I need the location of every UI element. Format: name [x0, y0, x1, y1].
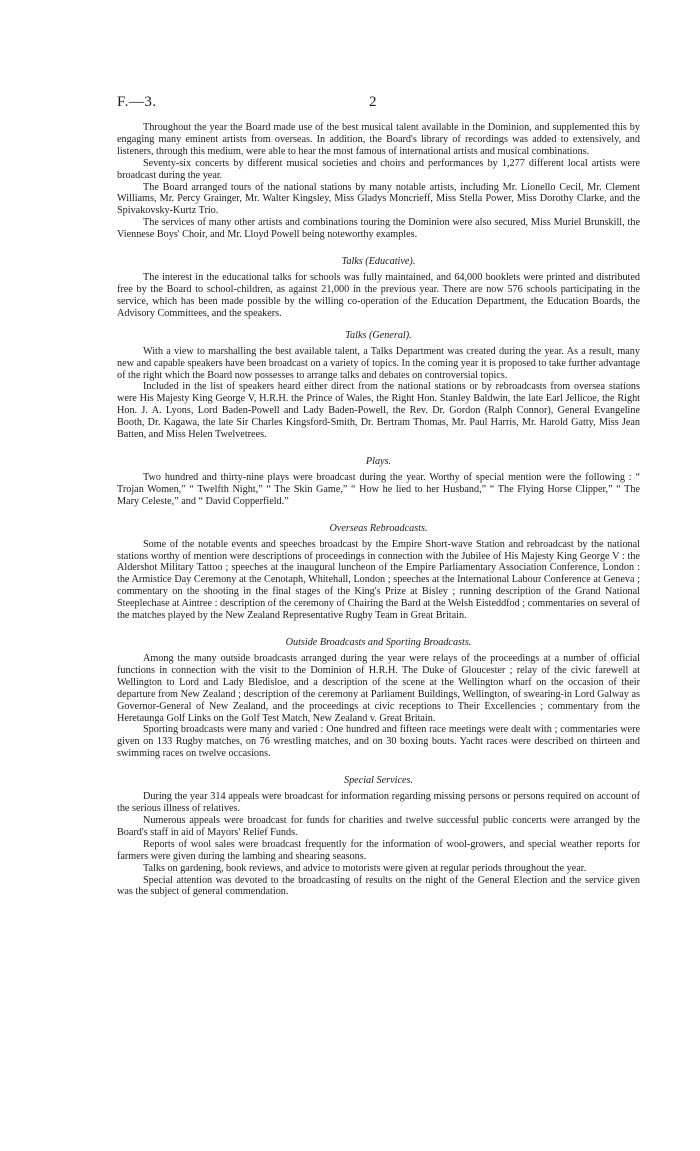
section-heading-outside-broadcasts: Outside Broadcasts and Sporting Broadcasts. [285, 637, 472, 648]
section-heading-overseas-rebroadcasts: Overseas Rebroadcasts. [329, 522, 428, 534]
paragraph: Among the many outside broadcasts arranged during the year were relays of the proceedings at a number of official functions in connection with the visit to the Dominion of H.R.H. The Duke of Gloucester ; relay of the civic farewell at Wellington to Lord and Lady Bledisloe, and a description of the scene at the Wellington wharf on the occasion of their departure from New Zealand ; description of the ceremony at Parliament Buildings, Wellington, of swearing-in Lord Galway as Governor-General of New Zealand, and the proceedings at civic receptions to Their Excellencies ; commentary from the Heretaunga Golf Links on the Golf Test Match, New Zealand v. Great Britain. [117, 653, 640, 724]
paragraph: Included in the list of speakers heard either direct from the national stations or by rebroadcasts from oversea stations were His Majesty King George V, H.R.H. the Prince of Wales, the Right Hon. Stanley Baldwin, the late Earl Jellicoe, the Right Hon. J. A. Lyons, Lord Baden-Powell and Lady Baden-Powell, the Rev. Dr. Gordon (Ralph Connor), General Evangeline Booth, Dr. Kagawa, the late Sir Charles Kingsford-Smith, Dr. Bertram Thomas, Mr. Paul Harris, Mr. Harold Gatty, Miss Jean Batten, and Miss Helen Twelvetrees. [117, 381, 640, 441]
paragraph: The Board arranged tours of the national stations by many notable artists, including Mr. Lionello Cecil, Mr. Clement Williams, Mr. Percy Grainger, Mr. Walter Kingsley, Miss Gladys Moncrieff, Miss Stella Power, Miss Dorothy Clarke, and the Spivakovsky-Kurtz Trio. [117, 181, 640, 217]
section-heading-special-services: Special Services. [343, 775, 414, 787]
page-header [117, 94, 640, 122]
page-number: 2 [369, 94, 377, 110]
paragraph: Reports of wool sales were broadcast frequently for the information of wool-growers, and special weather reports for farmers were given during the lambing and shearing seasons. [117, 838, 640, 862]
paragraph: Sporting broadcasts were many and varied : One hundred and fifteen race meetings were dealt with ; commentaries were given on 133 Rugby matches, on 76 wrestling matches, and on 30 boxing bouts. Yacht races were described on thirteen and swimming races on twelve occasions. [117, 724, 640, 760]
paragraph: Two hundred and thirty-nine plays were broadcast during the year. Worthy of special mention were the following : “ Trojan Women,” “ Twelfth Night,” “ The Skin Game,” “ How he lied to her Husband,” “ The Flying Horse Clipper,” “ The Mary Celeste,” and “ David Copperfield.” [117, 471, 640, 507]
paragraph: During the year 314 appeals were broadcast for information regarding missing persons or persons required on account of the serious illness of relatives. [117, 791, 640, 815]
paragraph: Seventy-six concerts by different musical societies and choirs and performances by 1,277 different local artists were broadcast during the year. [117, 157, 640, 181]
section-heading-talks-educative: Talks (Educative). [341, 256, 416, 268]
document-body [117, 122, 640, 898]
paragraph: With a view to marshalling the best available talent, a Talks Department was created during the year. As a result, many new and capable speakers have been broadcast on a variety of topics. In the coming year it is proposed to take further advantage of the right which the Board now possesses to arrange talks and debates on controversial topics. [117, 345, 640, 381]
paragraph: Talks on gardening, book reviews, and advice to motorists were given at regular periods throughout the year. [143, 862, 587, 874]
paragraph: Throughout the year the Board made use of the best musical talent available in the Dominion, and supplemented this by engaging many eminent artists from overseas. In addition, the Board's library of recordings was added to extensively, and listeners, through this medium, were able to hear the most famous of international artists and musical combinations. [117, 122, 640, 157]
section-heading-talks-general: Talks (General). [345, 329, 412, 341]
paragraph: Numerous appeals were broadcast for funds for charities and twelve successful public concerts were arranged by the Board's staff in aid of Mayors' Relief Funds. [117, 814, 640, 838]
paragraph: Some of the notable events and speeches broadcast by the Empire Short-wave Station and rebroadcast by the national stations worthy of mention were descriptions of proceedings in connection with the Jubilee of His Majesty King George V : the Aldershot Military Tattoo ; speeches at the inaugural luncheon of the Empire Parliamentary Association Conference, London : the Armistice Day Ceremony at the Cenotaph, Whitehall, London ; speeches at the International Labour Conference at Geneva ; commentary on the shooting in the final stages of the King's Prize at Bisley ; running description of the Grand National Steeplechase at Aintree : description of the ceremony of Chairing the Bard at the Welsh Eisteddfod ; commentaries on several of the matches played by the New Zealand Representative Rugby Team in Great Britain. [117, 538, 640, 622]
paragraph: The interest in the educational talks for schools was fully maintained, and 64,000 booklets were printed and distributed free by the Board to school-children, as against 21,000 in the previous year. There are now 576 schools participating in the service, which has been made possible by the willing co-operation of the Education Department, the Education Boards, the Advisory Committees, and the speakers. [117, 272, 640, 319]
section-heading-plays: Plays. [365, 455, 392, 467]
paragraph: Special attention was devoted to the broadcasting of results on the night of the General Election and the service given was the subject of general commendation. [117, 874, 640, 898]
document-reference: F.—3. [117, 94, 157, 110]
paragraph: The services of many other artists and combinations touring the Dominion were also secured, Miss Muriel Brunskill, the Viennese Boys' Choir, and Mr. Lloyd Powell being noteworthy examples. [117, 217, 640, 241]
